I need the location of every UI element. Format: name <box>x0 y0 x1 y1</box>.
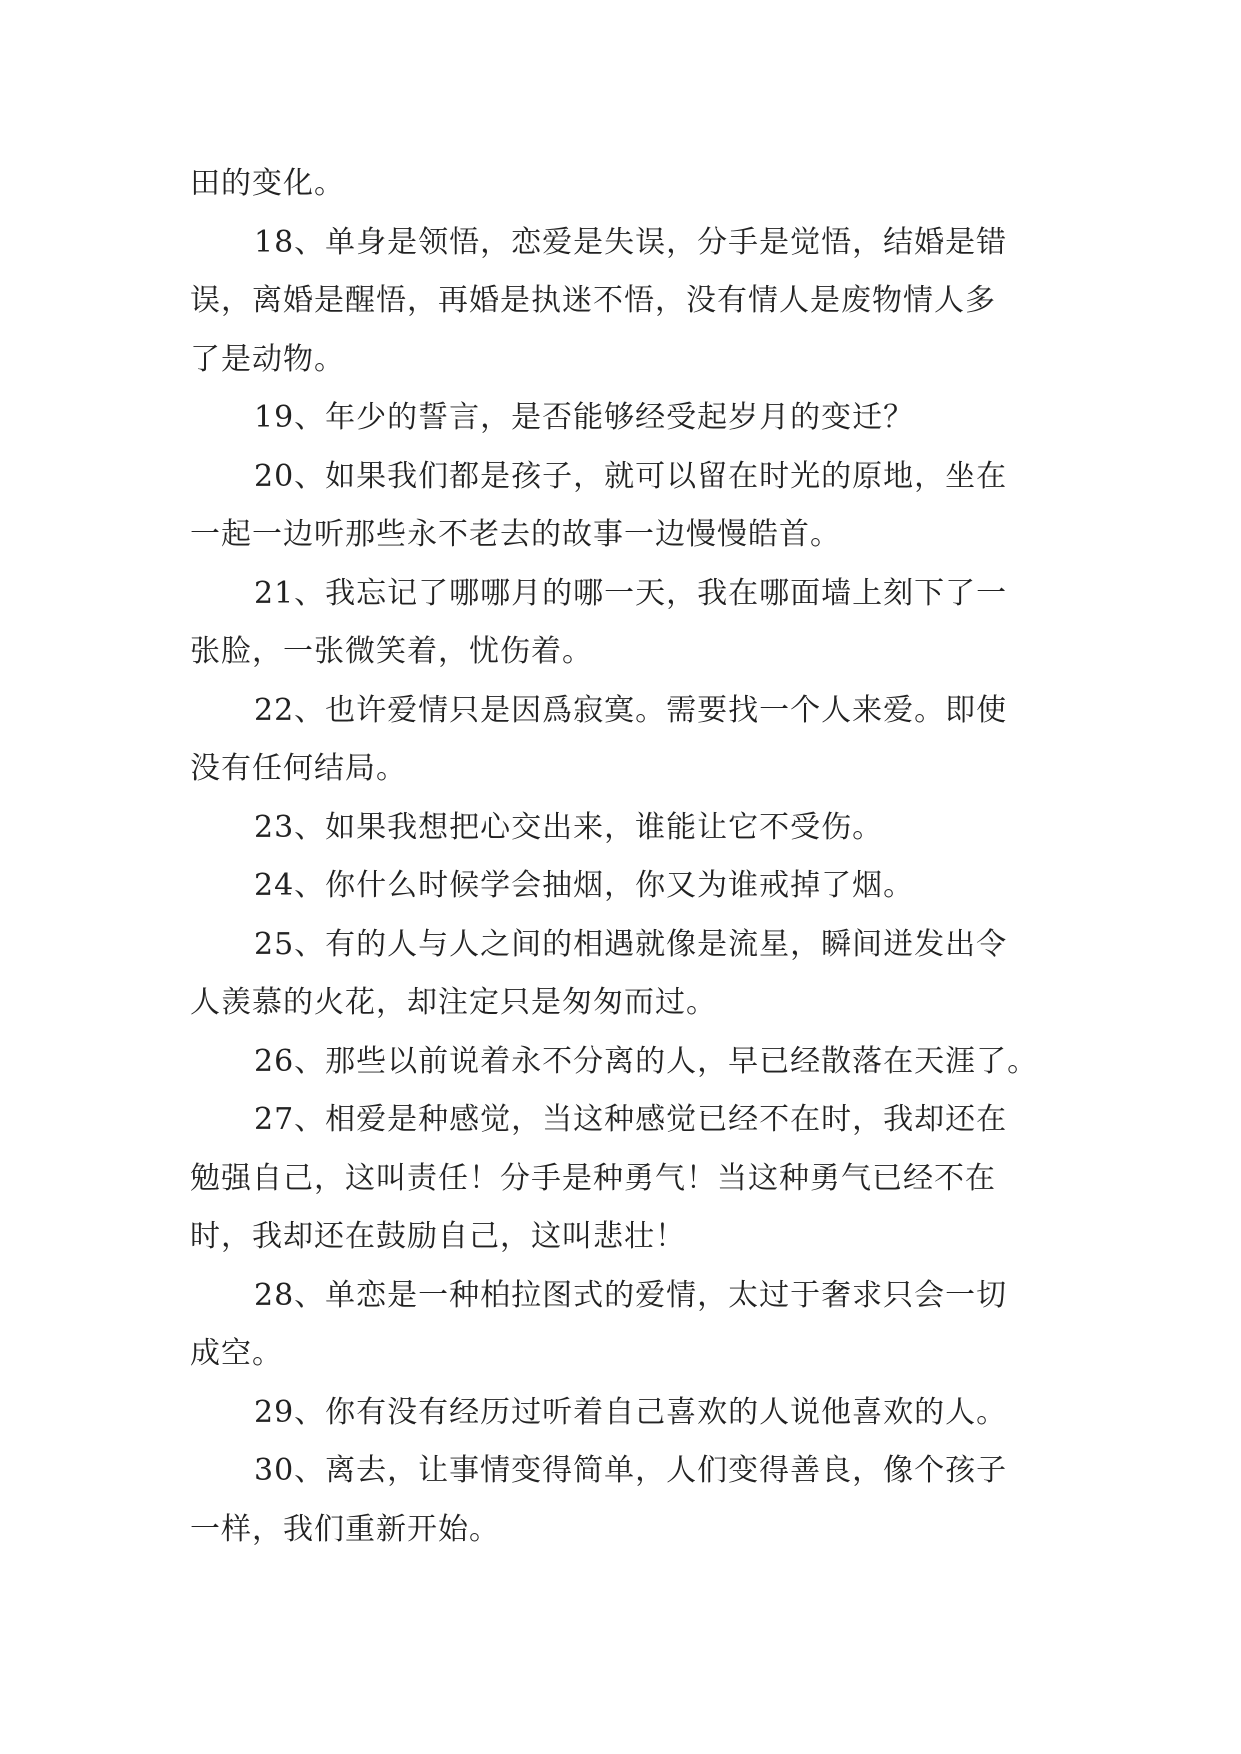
paragraph-line: 误，离婚是醒悟，再婚是执迷不悟，没有情人是废物情人多 <box>190 283 996 318</box>
paragraph-line: 人羡慕的火花，却注定只是匆匆而过。 <box>190 985 717 1020</box>
paragraph-line: 了是动物。 <box>190 341 345 377</box>
paragraph-line: 一样，我们重新开始。 <box>190 1511 500 1547</box>
paragraph-line: 20、如果我们都是孩子，就可以留在时光的原地，坐在 <box>254 458 1008 494</box>
paragraph-line: 29、你有没有经历过听着自己喜欢的人说他喜欢的人。 <box>254 1394 1008 1430</box>
document-body <box>190 155 1050 1559</box>
paragraph-line: 一起一边听那些永不老去的故事一边慢慢皓首。 <box>190 517 841 552</box>
paragraph-line: 26、那些以前说着永不分离的人，早已经散落在天涯了。 <box>254 1043 1039 1079</box>
paragraph-line: 张脸，一张微笑着，忧伤着。 <box>190 634 593 669</box>
paragraph-line: 田的变化。 <box>190 166 345 201</box>
paragraph-line: 27、相爱是种感觉，当这种感觉已经不在时，我却还在 <box>254 1102 1008 1137</box>
paragraph-line: 没有任何结局。 <box>190 751 407 786</box>
paragraph-line: 30、离去，让事情变得简单，人们变得善良，像个孩子 <box>254 1453 1008 1488</box>
paragraph-line: 18、单身是领悟，恋爱是失误，分手是觉悟，结婚是错 <box>254 224 1008 260</box>
paragraph-line: 25、有的人与人之间的相遇就像是流星，瞬间迸发出令 <box>254 926 1008 962</box>
paragraph-line: 21、我忘记了哪哪月的哪一天，我在哪面墙上刻下了一 <box>254 575 1008 611</box>
paragraph-line: 24、你什么时候学会抽烟，你又为谁戒掉了烟。 <box>254 868 915 903</box>
paragraph-line: 23、如果我想把心交出来，谁能让它不受伤。 <box>254 809 884 845</box>
paragraph-line: 成空。 <box>190 1336 283 1371</box>
paragraph-line: 22、也许爱情只是因爲寂寞。需要找一个人来爱。即使 <box>254 692 1008 728</box>
paragraph-line: 勉强自己，这叫责任！分手是种勇气！当这种勇气已经不在 <box>190 1160 996 1196</box>
paragraph-line: 28、单恋是一种柏拉图式的爱情，太过于奢求只会一切 <box>254 1277 1008 1313</box>
paragraph-line: 19、年少的誓言，是否能够经受起岁月的变迁？ <box>254 400 915 435</box>
paragraph-line: 时，我却还在鼓励自己，这叫悲壮！ <box>190 1219 686 1254</box>
